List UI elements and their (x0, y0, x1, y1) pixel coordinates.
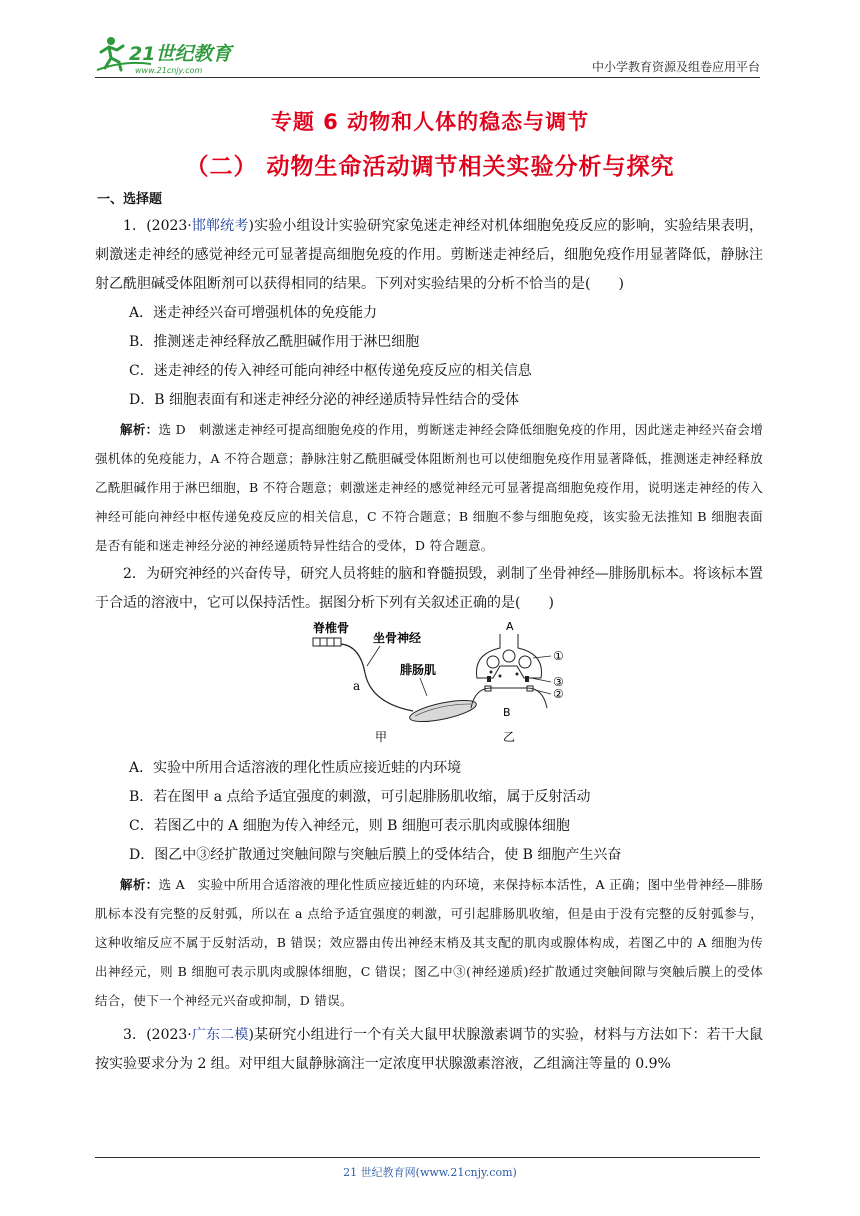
marker-3: ③ (553, 675, 564, 689)
q1-option-b: B．推测迷走神经释放乙酰胆碱作用于淋巴细胞 (129, 334, 420, 350)
q1-option-a: A．迷走神经兴奋可增强机体的免疫能力 (129, 305, 378, 321)
explanation-label: 解析： (120, 877, 159, 892)
label-jia: 甲 (375, 730, 388, 744)
marker-2: ② (553, 687, 564, 701)
question-number: 1．( (123, 218, 152, 234)
question-source: 广东二模 (191, 1027, 249, 1043)
q1-explanation (95, 415, 763, 560)
question-3 (95, 1021, 763, 1079)
section-heading: 一、选择题 (97, 192, 163, 207)
footer-divider (95, 1157, 760, 1158)
question-text: 某研究小组进行一个有关大鼠甲状腺激素调节的实验，材料与方法如下：若干大鼠按实验要求分为 2 组。对甲组大鼠静脉滴注一定浓度甲状腺激素溶液，乙组滴注等量的 0.9% (95, 1027, 764, 1072)
label-spine: 脊椎骨 (313, 621, 350, 635)
question-paren: ) (248, 218, 254, 234)
page-header (95, 30, 760, 78)
document-body (95, 188, 763, 1079)
question-text: 实验小组设计实验研究家兔迷走神经对机体细胞免疫反应的影响，实验结果表明，刺激迷走神经的感觉神经元可显著提高细胞免疫的作用。剪断迷走神经后，细胞免疫作用显著降低，静脉注射乙酰胆碱受体阻断剂可以获得相同的结果。下列对实验结果的分析不恰当的是( ) (95, 218, 764, 292)
page-title: 专题 6 动物和人体的稳态与调节 (270, 110, 590, 134)
logo-text: 21世纪教育 (129, 43, 232, 65)
q2-option-b: B．若在图甲 a 点给予适宜强度的刺激，可引起腓肠肌收缩，属于反射活动 (129, 789, 591, 805)
figure-yi (471, 620, 564, 744)
question-year: 2023· (151, 1027, 192, 1043)
explanation-text: 选 A 实验中所用合适溶液的理化性质应接近蛙的内环境，来保持标本活性，A 正确；图中坐骨神经—腓肠肌标本没有完整的反射弧，所以在 a 点给予适宜强度的刺激，可引起腓肠肌收缩，但是由于没有完整的反射弧参与，这种收缩反应不属于反射活动，B 错误；效应器由传出神经末梢及其支配的肌肉或腺体构成，若图乙中的 A 细胞为传出神经元，则 B 细胞可表示肌肉或腺体细胞，C 错误；图乙中③(神经递质)经扩散通过突触间隙与突触后膜上的受体结合，使下一个神经元兴奋或抑制，D 错误。 (95, 877, 763, 1008)
q2-figure (95, 618, 763, 746)
marker-1: ① (553, 649, 564, 663)
label-sciatic-nerve: 坐骨神经 (373, 631, 422, 645)
page-subtitle: （二） 动物生命活动调节相关实验分析与探究 (185, 154, 675, 180)
footer-link[interactable]: 21 世纪教育网(www.21cnjy.com) (343, 1166, 517, 1179)
question-2: 2．为研究神经的兴奋传导，研究人员将蛙的脑和脊髓损毁，剥制了坐骨神经—腓肠肌标本。将该标本置于合适的溶液中，它可以保持活性。据图分析下列有关叙述正确的是( ) (95, 566, 763, 611)
header-divider (95, 77, 760, 78)
label-yi: 乙 (503, 730, 516, 744)
q1-option-c: C．迷走神经的传入神经可能向神经中枢传递免疫反应的相关信息 (129, 363, 532, 379)
question-paren: ) (248, 1027, 254, 1043)
question-year: 2023· (151, 218, 192, 234)
q2-option-a: A．实验中所用合适溶液的理化性质应接近蛙的内环境 (129, 760, 462, 776)
q2-option-c: C．若图乙中的 A 细胞为传入神经元，则 B 细胞可表示肌肉或腺体细胞 (129, 818, 570, 834)
label-point-a: a (353, 679, 361, 693)
label-cell-b: B (503, 706, 511, 719)
logo-url: www.21cnjy.com (135, 66, 203, 75)
q2-explanation (95, 870, 763, 1015)
q2-option-d: D．图乙中③经扩散通过突触间隙与突触后膜上的受体结合，使 B 细胞产生兴奋 (129, 847, 622, 863)
figure-jia (313, 620, 478, 744)
q1-option-d: D．B 细胞表面有和迷走神经分泌的神经递质特异性结合的受体 (129, 392, 519, 408)
question-1 (95, 212, 763, 299)
question-number: 3．( (123, 1027, 152, 1043)
label-cell-a: A (506, 620, 514, 633)
logo[interactable] (95, 34, 255, 76)
question-source: 邯郸统考 (191, 218, 249, 234)
label-muscle: 腓肠肌 (400, 663, 437, 677)
platform-name: 中小学教育资源及组卷应用平台 (591, 60, 760, 74)
explanation-label: 解析： (120, 422, 159, 437)
explanation-text: 选 D 刺激迷走神经可提高细胞免疫的作用，剪断迷走神经会降低细胞免疫的作用，因此迷走神经兴奋会增强机体的免疫能力，A 不符合题意；静脉注射乙酰胆碱受体阻断剂也可以使细胞免疫作用显著降低，推测迷走神经释放乙酰胆碱作用于淋巴细胞，B 不符合题意；刺激迷走神经的感觉神经元可显著提高细胞免疫作用，说明迷走神经的传入神经可能向神经中枢传递免疫反应的相关信息，C 不符合题意；B 细胞不参与细胞免疫，该实验无法推知 B 细胞表面是否有能和迷走神经分泌的神经递质特异性结合的受体，D 符合题意。 (95, 422, 763, 553)
